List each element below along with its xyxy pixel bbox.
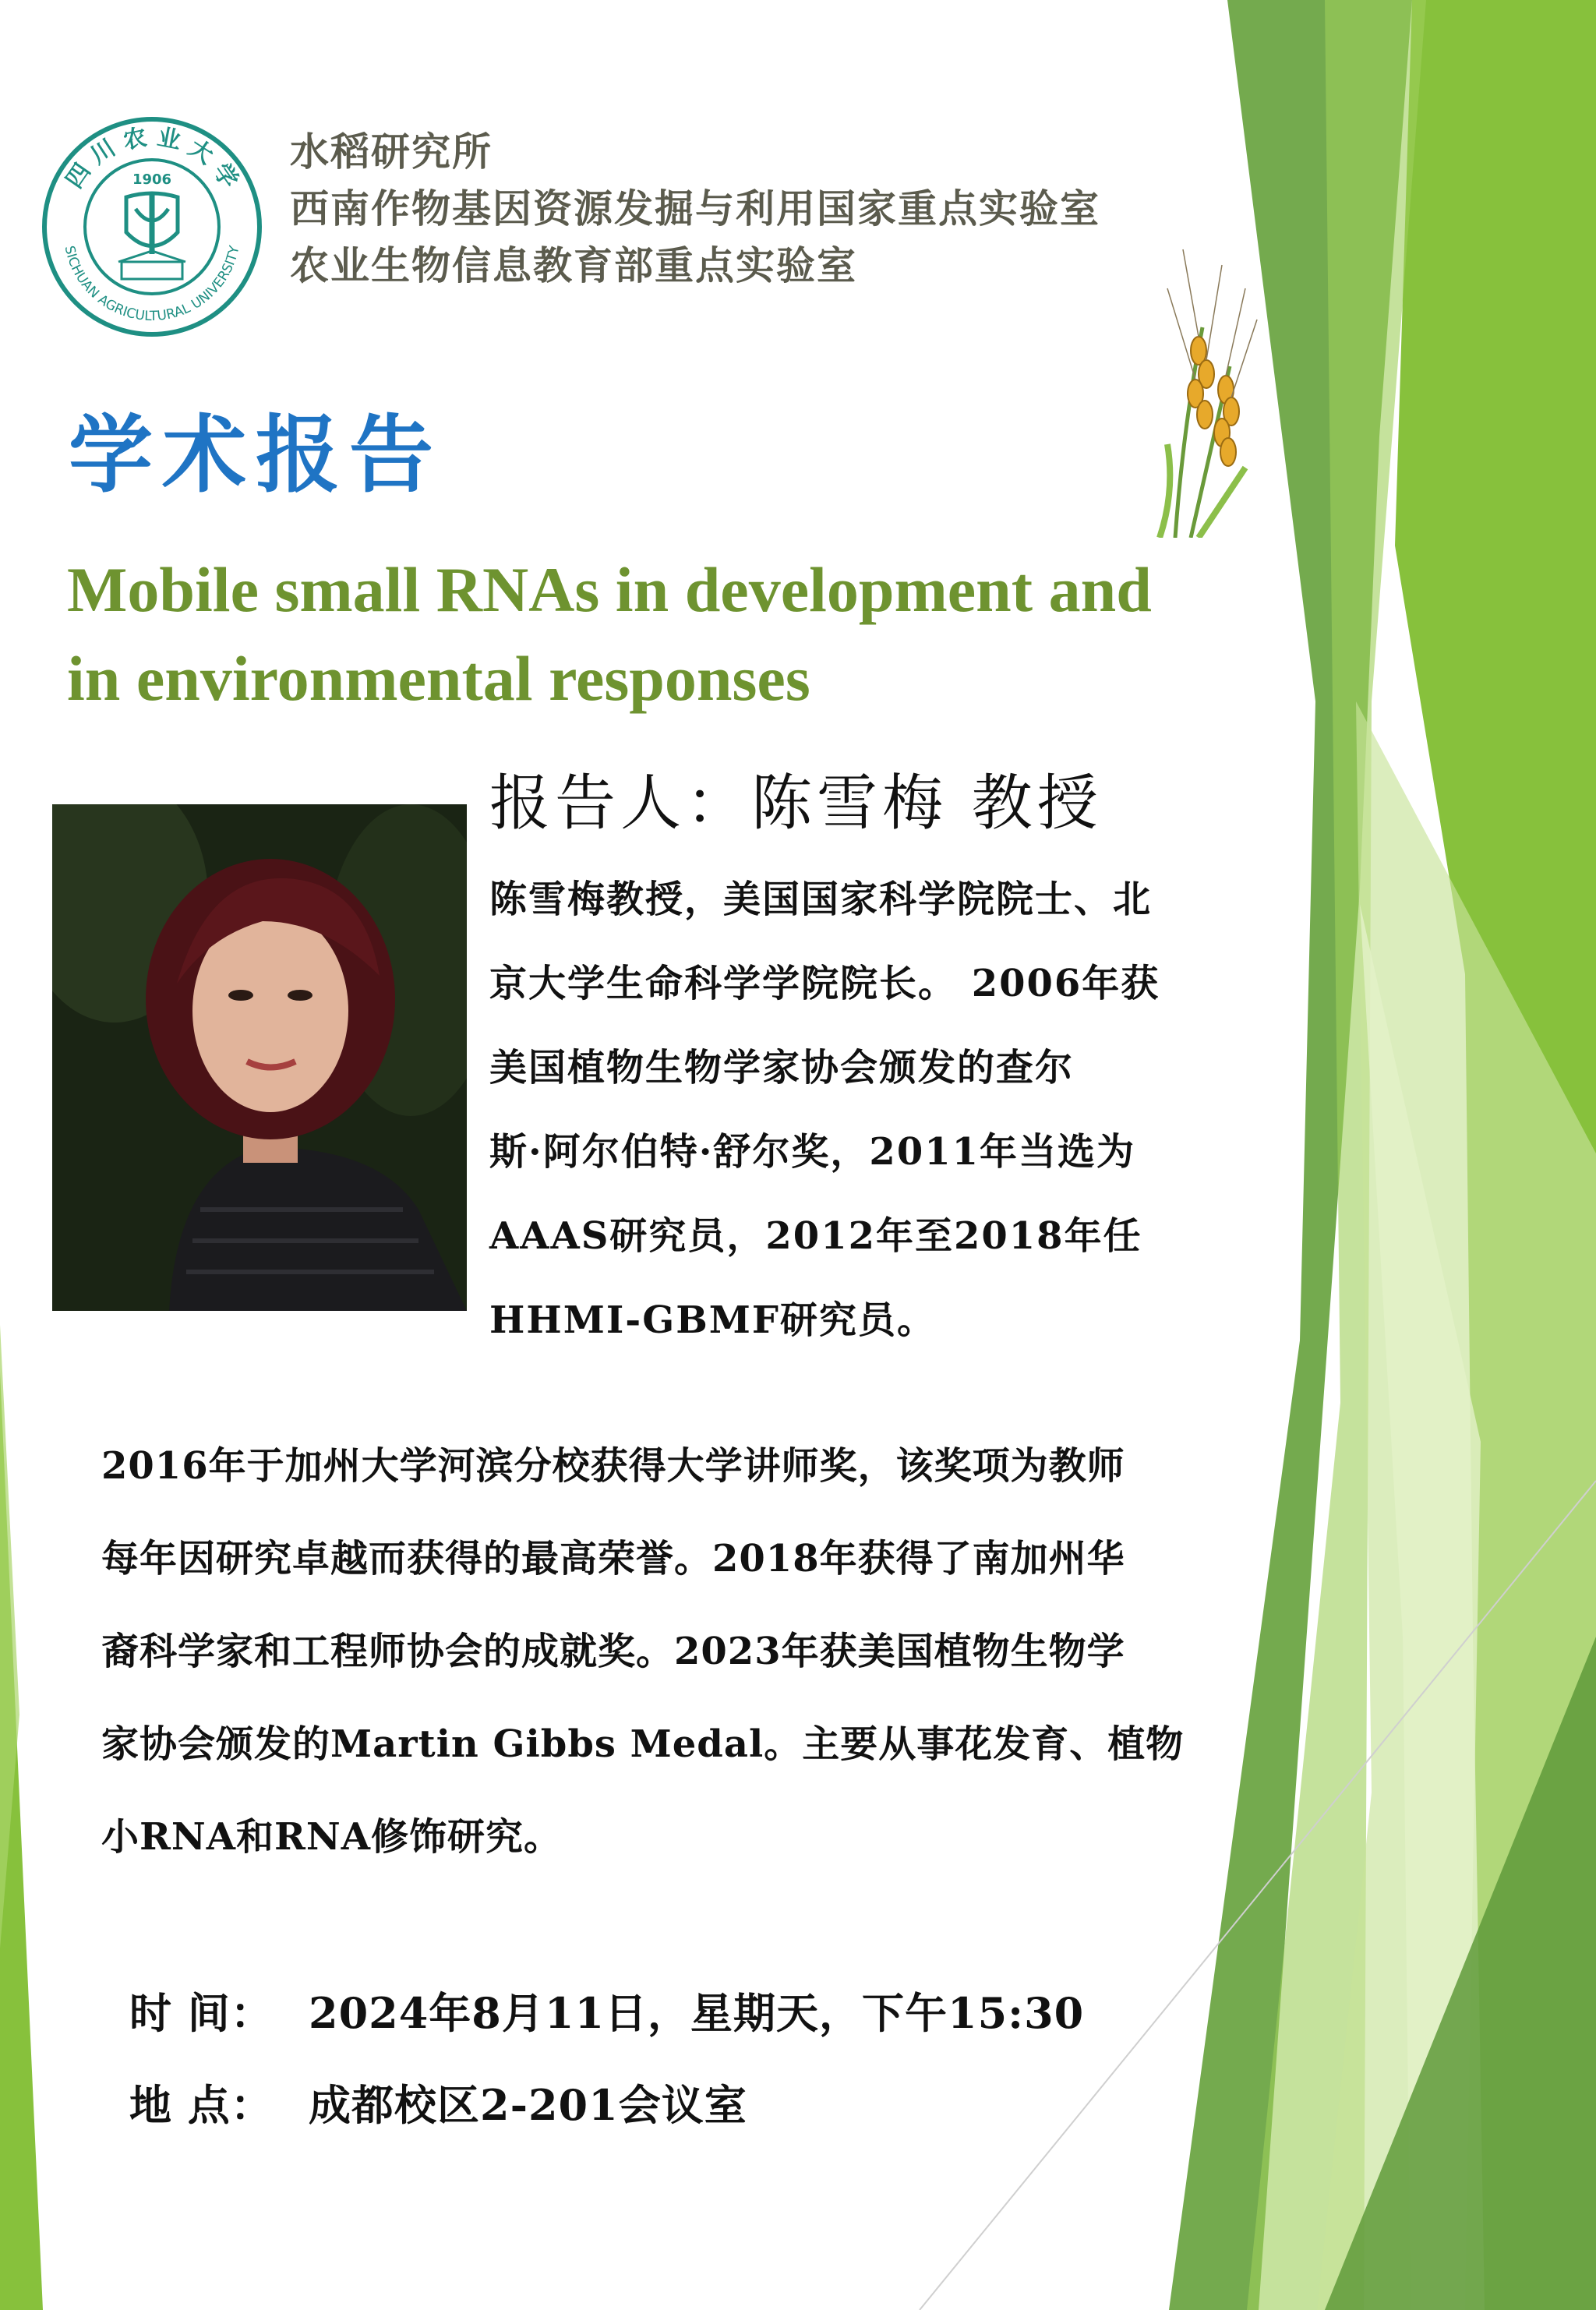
bio-line: AAAS研究员，2012年至2018年任 <box>489 1214 1142 1258</box>
speaker-label: 报告人：陈雪梅 教授 <box>489 768 1103 839</box>
event-place-label: 地 点： <box>129 2080 274 2130</box>
institution-line: 西南作物基因资源发掘与利用国家重点实验室 <box>290 185 1100 231</box>
event-time-label: 时 间： <box>129 1988 274 2038</box>
speaker-bio-long <box>101 1420 1348 1884</box>
speaker-photo <box>52 804 467 1311</box>
event-info <box>129 1967 1084 2151</box>
talk-title <box>67 546 1314 723</box>
talk-title-line: in environmental responses <box>67 643 810 714</box>
bio-line: 小RNA和RNA修饰研究。 <box>101 1815 563 1859</box>
bio-line: 家协会颁发的Martin Gibbs Medal。主要从事花发育、植物 <box>101 1722 1185 1766</box>
institution-list <box>290 123 1100 294</box>
bio-line: 2016年于加州大学河滨分校获得大学讲师奖，该奖项为教师 <box>101 1444 1125 1488</box>
bio-line: 美国植物生物学家协会颁发的查尔 <box>489 1046 1075 1090</box>
wheat-illustration <box>1128 234 1261 538</box>
logo-year: 1906 <box>132 171 172 188</box>
page-heading: 学术报告 <box>69 407 443 504</box>
institution-line: 水稻研究所 <box>290 129 493 175</box>
event-place-row <box>129 2059 1084 2151</box>
event-time-value: 2024年8月11日，星期天，下午15:30 <box>309 1988 1085 2038</box>
university-logo <box>41 115 263 338</box>
bio-line: 裔科学家和工程师协会的成就奖。2023年获美国植物生物学 <box>101 1630 1125 1673</box>
bio-line: 每年因研究卓越而获得的最高荣誉。2018年获得了南加州华 <box>101 1537 1125 1581</box>
event-time-row <box>129 1967 1084 2059</box>
talk-title-line: Mobile small RNAs in development and <box>67 554 1152 625</box>
institution-line: 农业生物信息教育部重点实验室 <box>290 242 857 288</box>
bio-line: 京大学生命科学学院院长。 2006年获 <box>489 962 1160 1005</box>
bio-line: 陈雪梅教授，美国国家科学院院士、北 <box>489 878 1153 921</box>
event-place-value: 成都校区2-201会议室 <box>309 2080 747 2130</box>
bio-line: HHMI-GBMF研究员。 <box>489 1298 936 1342</box>
bio-line: 斯·阿尔伯特·舒尔奖，2011年当选为 <box>489 1130 1136 1174</box>
svg-text:SICHUAN AGRICULTURAL UNIVERSIT: SICHUAN AGRICULTURAL UNIVERSITY <box>61 244 243 325</box>
speaker-bio-short <box>489 857 1315 1362</box>
svg-text:四 川 农 业 大 学: 四 川 农 业 大 学 <box>60 123 244 194</box>
